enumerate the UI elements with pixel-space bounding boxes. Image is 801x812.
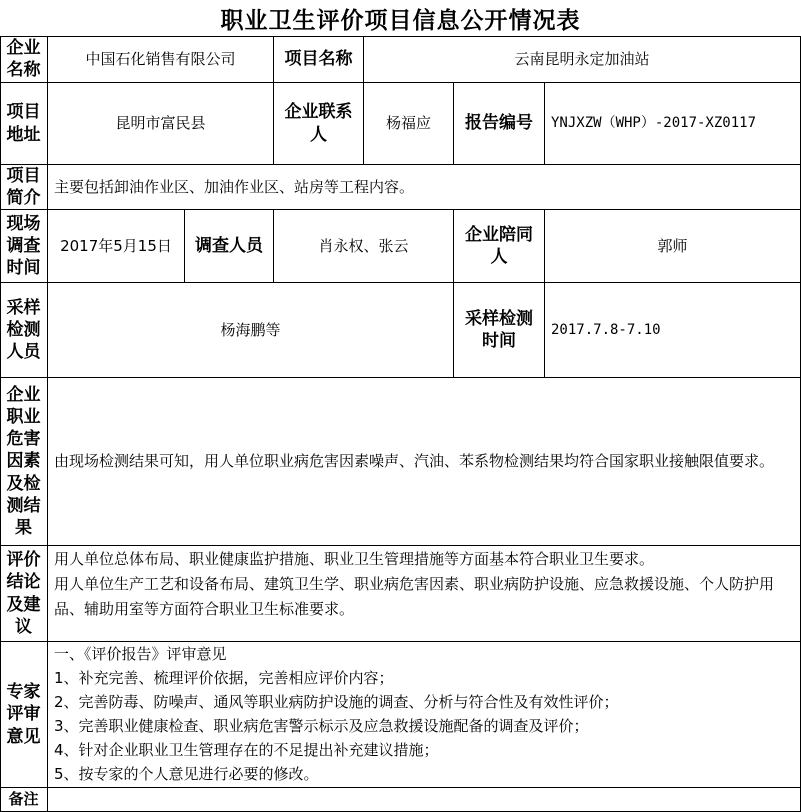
label-project-intro: 项目简介 [0,165,48,210]
opinion-line: 1、补充完善、梳理评价依据，完善相应评价内容； [54,669,394,687]
value-hazard-results: 由现场检测结果可知，用人单位职业病危害因素噪声、汽油、苯系物检测结果均符合国家职业接触限值要求。 [48,378,801,546]
value-project-name: 云南昆明永定加油站 [364,36,801,83]
label-conclusion: 评价结论及建议 [0,546,48,642]
conclusion-line: 用人单位总体布局、职业健康监护措施、职业卫生管理措施等方面基本符合职业卫生要求。 [54,550,655,568]
value-expert-opinion [48,642,801,788]
value-project-address: 昆明市富民县 [48,83,274,165]
value-report-no: YNJXZW（WHP）-2017-XZ0117 [545,83,801,165]
value-remarks [48,788,801,812]
label-surveyors: 调查人员 [185,210,274,283]
value-surveyors: 肖永权、张云 [274,210,454,283]
label-project-name: 项目名称 [274,36,364,83]
value-project-intro: 主要包括卸油作业区、加油作业区、站房等工程内容。 [48,165,801,210]
label-sampling-time: 采样检测时间 [454,283,545,378]
label-company-contact: 企业联系人 [274,83,364,165]
value-company-escort: 郭师 [545,210,801,283]
label-report-no: 报告编号 [454,83,545,165]
value-conclusion [48,546,801,642]
label-sampling-staff: 采样检测人员 [0,283,48,378]
value-sampling-time: 2017.7.8-7.10 [545,283,801,378]
opinion-line: 4、针对企业职业卫生管理存在的不足提出补充建议措施； [54,741,439,759]
value-company-contact: 杨福应 [364,83,454,165]
label-hazard-results: 企业职业危害因素及检测结果 [0,378,48,546]
label-survey-time: 现场调查时间 [0,210,48,283]
opinion-line: 3、完善职业健康检查、职业病危害警示标示及应急救援设施配备的调查及评价； [54,717,589,735]
label-company-escort: 企业陪同人 [454,210,545,283]
label-project-address: 项目地址 [0,83,48,165]
opinion-line: 2、完善防毒、防噪声、通风等职业病防护设施的调查、分析与符合性及有效性评价； [54,693,619,711]
label-company-name: 企业名称 [0,36,48,83]
opinion-line: 一、《评价报告》评审意见 [54,645,227,663]
opinion-line: 5、按专家的个人意见进行必要的修改。 [54,765,319,783]
value-company-name: 中国石化销售有限公司 [48,36,274,83]
value-survey-time: 2017年5月15日 [48,210,185,283]
label-expert-opinion: 专家评审意见 [0,642,48,788]
page-title: 职业卫生评价项目信息公开情况表 [220,7,581,34]
conclusion-line: 用人单位生产工艺和设备布局、建筑卫生学、职业病危害因素、职业病防护设施、应急救援设施、个人防护用品、辅助用室等方面符合职业卫生标准要求。 [54,575,775,618]
label-remarks: 备注 [0,788,48,812]
value-sampling-staff: 杨海鹏等 [48,283,454,378]
